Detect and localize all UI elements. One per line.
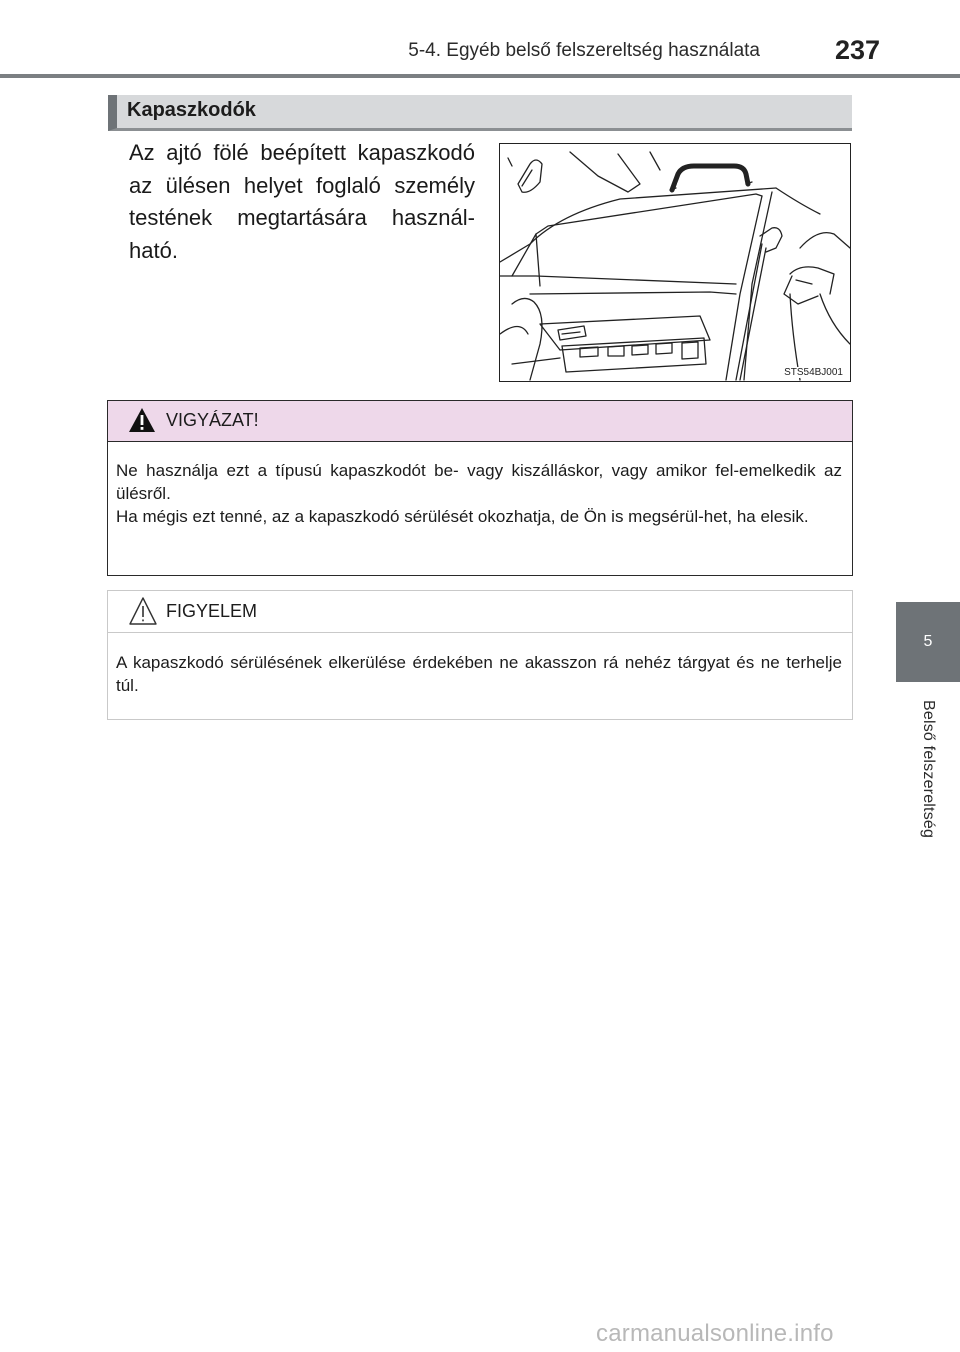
notice-paragraph: A kapaszkodó sérülésének elkerülése érdekében ne akasszon rá nehéz tárgyat és ne terhelje túl.	[116, 653, 842, 695]
section-body-text: Az ajtó fölé beépített kapaszkodó az ülésen helyet foglaló személy testének megtartására használ-ható.	[129, 140, 475, 263]
running-header: 5-4. Egyéb belső felszereltség használata	[408, 40, 760, 61]
assist-grip-illustration	[500, 144, 851, 382]
header-rule	[0, 74, 960, 78]
warning-header	[108, 401, 852, 442]
chapter-number: 5	[923, 633, 933, 650]
section-heading	[108, 95, 852, 131]
warning-paragraph: Ha mégis ezt tenné, az a kapaszkodó sérülését okozhatja, de Ön is megsérül-het, ha elesik.	[116, 507, 809, 526]
warning-triangle-icon	[128, 407, 156, 433]
chapter-label: Belső felszereltség	[920, 700, 937, 839]
chapter-tab[interactable]	[896, 602, 960, 682]
watermark: carmanualsonline.info	[596, 1320, 834, 1347]
warning-box	[107, 400, 853, 576]
section-title: Kapaszkodók	[127, 99, 256, 121]
page-number: 237	[834, 35, 881, 65]
notice-box	[107, 590, 853, 720]
figure-code: STS54BJ001	[784, 367, 843, 378]
notice-title: FIGYELEM	[166, 601, 258, 621]
warning-title: VIGYÁZAT!	[166, 410, 259, 430]
notice-header	[108, 591, 852, 633]
assist-grip-figure	[499, 143, 851, 382]
caution-triangle-icon	[128, 596, 158, 626]
warning-paragraph: Ne használja ezt a típusú kapaszkodót be- vagy kiszálláskor, vagy amikor fel-emelkedik az ülésről.	[116, 461, 842, 503]
